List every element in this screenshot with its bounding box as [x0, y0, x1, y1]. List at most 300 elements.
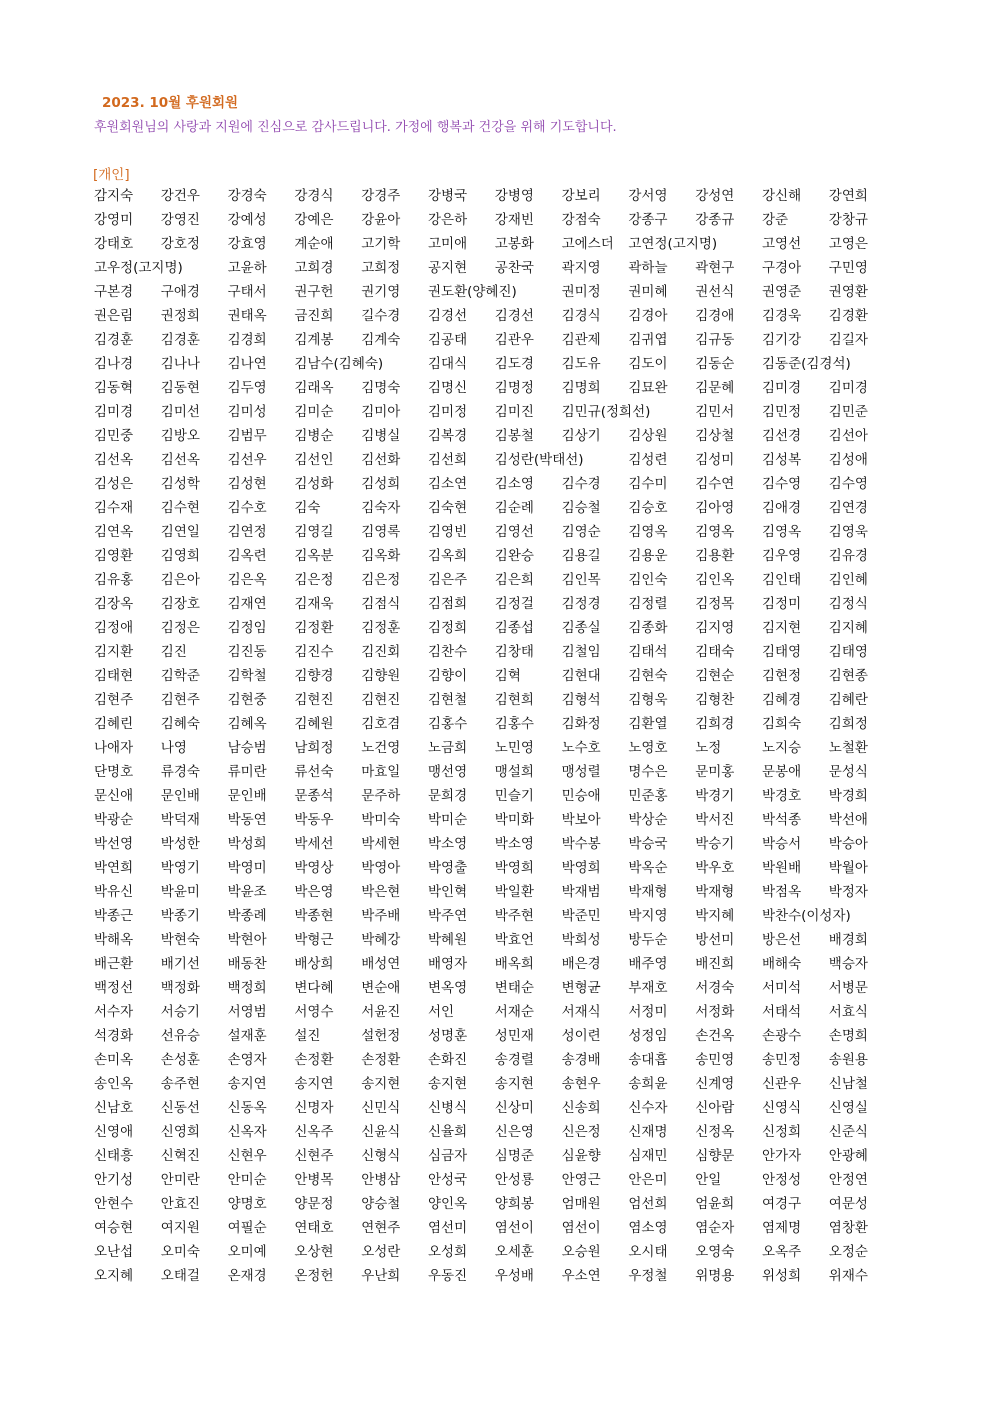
donor-name: 김혜옥: [227, 716, 267, 732]
donor-name: 김수영: [762, 476, 802, 492]
donor-name: 박경기: [695, 788, 735, 804]
donor-name: 배경희: [828, 932, 868, 948]
donor-name: 신민식: [361, 1100, 401, 1116]
donor-name: 김성미: [695, 452, 735, 468]
donor-name: 박덕재: [160, 812, 200, 828]
donor-name: 송지현: [428, 1076, 468, 1092]
donor-name: 엄매원: [561, 1196, 601, 1212]
donor-name: 권정희: [160, 308, 200, 324]
donor-name: 박희성: [561, 932, 601, 948]
donor-name: 손정환: [294, 1052, 334, 1068]
donor-name: 문인배: [160, 788, 200, 804]
donor-name: 배기선: [160, 956, 200, 972]
name-row: [94, 1192, 894, 1216]
donor-name: 배주영: [628, 956, 668, 972]
donor-name: 송대흡: [628, 1052, 668, 1068]
donor-name: 박준민: [561, 908, 601, 924]
donor-name: 신은영: [494, 1124, 534, 1140]
donor-name: 염선미: [428, 1220, 468, 1236]
name-row: [94, 520, 894, 544]
donor-name: 김태숙: [695, 644, 735, 660]
donor-name: 심윤향: [561, 1148, 601, 1164]
name-row: [94, 664, 894, 688]
donor-name: 김나경: [94, 356, 134, 372]
donor-name: 김미경: [94, 404, 134, 420]
donor-name: 김홍수: [494, 716, 534, 732]
donor-name: 김태영: [762, 644, 802, 660]
donor-name: 송지연: [227, 1076, 267, 1092]
donor-name: 김영빈: [428, 524, 468, 540]
donor-name: 김현중: [227, 692, 267, 708]
donor-name: 김용길: [561, 548, 601, 564]
donor-name: 변순애: [361, 980, 401, 996]
donor-name: 노수호: [561, 740, 601, 756]
donor-name: 김옥련: [227, 548, 267, 564]
donor-name: 김민중: [94, 428, 134, 444]
donor-name: 김종화: [628, 620, 668, 636]
donor-name: 김영선: [494, 524, 534, 540]
donor-name: 김성화: [294, 476, 334, 492]
donor-name: 신은정: [561, 1124, 601, 1140]
donor-name: 손영자: [227, 1052, 267, 1068]
donor-name: 신동옥: [227, 1100, 267, 1116]
donor-name: 박정자: [828, 884, 868, 900]
donor-name: 김선옥: [94, 452, 134, 468]
donor-name: 신상미: [494, 1100, 534, 1116]
donor-name: 박우호: [695, 860, 735, 876]
name-row: [94, 688, 894, 712]
donor-name: 권태옥: [227, 308, 267, 324]
donor-name: 안효진: [160, 1196, 200, 1212]
donor-name: 김경훈: [94, 332, 134, 348]
donor-name: 김미순: [294, 404, 334, 420]
donor-name: 오승원: [561, 1244, 601, 1260]
donor-name: 변옥영: [428, 980, 468, 996]
donor-name: 서수자: [94, 1004, 134, 1020]
donor-name: 안미순: [227, 1172, 267, 1188]
donor-name: 김형석: [561, 692, 601, 708]
donor-name: 김두영: [227, 380, 267, 396]
donor-name: 박종례: [227, 908, 267, 924]
donor-name: 김정은: [160, 620, 200, 636]
donor-name: 김향이: [428, 668, 468, 684]
donor-name: 강경숙: [227, 188, 267, 204]
donor-name: 김명숙: [361, 380, 401, 396]
donor-name: 김경희: [227, 332, 267, 348]
donor-name: 염창환: [828, 1220, 868, 1236]
donor-name: 강경식: [294, 188, 334, 204]
donor-name: 김선옥: [160, 452, 200, 468]
donor-name: 박종현: [294, 908, 334, 924]
donor-name: 금진희: [294, 308, 334, 324]
donor-name: 오세훈: [494, 1244, 534, 1260]
name-row: [94, 280, 894, 304]
donor-name: 김환열: [628, 716, 668, 732]
donor-name: 손미옥: [94, 1052, 134, 1068]
donor-name: 김민서: [695, 404, 735, 420]
donor-name: 박서진: [695, 812, 735, 828]
donor-name: 안광혜: [828, 1148, 868, 1164]
donor-name: 고미애: [428, 236, 468, 252]
donor-name: 김관우: [494, 332, 534, 348]
name-row: [94, 1144, 894, 1168]
donor-name: 김우영: [762, 548, 802, 564]
name-row: [94, 856, 894, 880]
donor-name: 김태현: [94, 668, 134, 684]
donor-name: 강병영: [494, 188, 534, 204]
donor-name: 노민영: [494, 740, 534, 756]
donor-name: 김장호: [160, 596, 200, 612]
donor-name: 위성희: [762, 1268, 802, 1284]
donor-name: 김인태: [762, 572, 802, 588]
donor-name: 김현진: [294, 692, 334, 708]
donor-name: 김성은: [94, 476, 134, 492]
donor-name: 김동혁: [94, 380, 134, 396]
donor-name: 박승기: [695, 836, 735, 852]
donor-name: 김수경: [561, 476, 601, 492]
donor-name: 김계숙: [361, 332, 401, 348]
donor-name: 노철환: [828, 740, 868, 756]
donor-name: 우소연: [561, 1268, 601, 1284]
donor-name: 김혜숙: [160, 716, 200, 732]
donor-name: 문봉애: [762, 764, 802, 780]
donor-name: 신정옥: [695, 1124, 735, 1140]
donor-name: 박미화: [494, 812, 534, 828]
donor-name: 김숙현: [428, 500, 468, 516]
donor-name: 김경훈: [160, 332, 200, 348]
donor-name: 김찬수: [428, 644, 468, 660]
name-row: [94, 784, 894, 808]
donor-name: 김진회: [361, 644, 401, 660]
donor-name: 심향문: [695, 1148, 735, 1164]
donor-name: 길수경: [361, 308, 401, 324]
donor-name: 김은정: [294, 572, 334, 588]
donor-name: 김병실: [361, 428, 401, 444]
donor-name: 김종실: [561, 620, 601, 636]
donor-name: 박미순: [428, 812, 468, 828]
donor-name: 노지승: [762, 740, 802, 756]
donor-name: 선유승: [160, 1028, 200, 1044]
name-row: [94, 1168, 894, 1192]
donor-name: 김장옥: [94, 596, 134, 612]
donor-name: 김길자: [828, 332, 868, 348]
donor-name: 김경환: [828, 308, 868, 324]
donor-name: 강호정: [160, 236, 200, 252]
name-row: [94, 1024, 894, 1048]
donor-name: 강건우: [160, 188, 200, 204]
donor-name: 신영실: [828, 1100, 868, 1116]
donor-name: 류미란: [227, 764, 267, 780]
donor-name: 송지현: [494, 1076, 534, 1092]
donor-name: 박종근: [94, 908, 134, 924]
donor-name: 손건옥: [695, 1028, 735, 1044]
donor-name: 김희경: [695, 716, 735, 732]
donor-name: 고윤하: [227, 260, 267, 276]
donor-name: 김미진: [494, 404, 534, 420]
name-row: [94, 472, 894, 496]
donor-name: 권영환: [828, 284, 868, 300]
donor-name: 김수연: [695, 476, 735, 492]
donor-name: 박상순: [628, 812, 668, 828]
donor-name: 계순애: [294, 236, 334, 252]
donor-name: 박승국: [628, 836, 668, 852]
donor-name: 김봉철: [494, 428, 534, 444]
donor-name: 김형찬: [695, 692, 735, 708]
donor-name: 김인옥: [695, 572, 735, 588]
name-row: [94, 544, 894, 568]
donor-name: 박영아: [361, 860, 401, 876]
donor-name: 배해숙: [762, 956, 802, 972]
donor-name: 김정경: [561, 596, 601, 612]
donor-name: 박영상: [294, 860, 334, 876]
donor-name: 김혜란: [828, 692, 868, 708]
donor-name: 엄윤희: [695, 1196, 735, 1212]
donor-name: 박혜원: [428, 932, 468, 948]
donor-name: 김현정: [762, 668, 802, 684]
donor-name: 박유신: [94, 884, 134, 900]
donor-name: 김공태: [428, 332, 468, 348]
donor-name: 송경배: [561, 1052, 601, 1068]
donor-name: 양인옥: [428, 1196, 468, 1212]
donor-name: 김영희: [160, 548, 200, 564]
donor-name: 김명정: [494, 380, 534, 396]
donor-name: 김지환: [94, 644, 134, 660]
donor-name: 염선이: [561, 1220, 601, 1236]
donor-name: 노건영: [361, 740, 401, 756]
donor-name: 김방오: [160, 428, 200, 444]
donor-name: 김형욱: [628, 692, 668, 708]
donor-name: 송현우: [561, 1076, 601, 1092]
donor-name: 서미석: [762, 980, 802, 996]
donor-name: 고봉화: [494, 236, 534, 252]
donor-name: 염제명: [762, 1220, 802, 1236]
donor-name: 권미정: [561, 284, 601, 300]
donor-name: 김승철: [561, 500, 601, 516]
donor-name: 문신애: [94, 788, 134, 804]
donor-name: 박성한: [160, 836, 200, 852]
donor-name: 맹성렬: [561, 764, 601, 780]
donor-name: 여문성: [828, 1196, 868, 1212]
donor-name: 김정목: [695, 596, 735, 612]
donor-name: 배근환: [94, 956, 134, 972]
donor-name: 노영호: [628, 740, 668, 756]
donor-name: 김혜원: [294, 716, 334, 732]
donor-name: 박영기: [160, 860, 200, 876]
donor-name: 김경아: [628, 308, 668, 324]
thanks-message: 후원회원님의 사랑과 지원에 진심으로 감사드립니다. 가정에 행복과 건강을 위해 기도합니다.: [94, 120, 617, 135]
donor-name: 오미숙: [160, 1244, 200, 1260]
donor-name: 김희숙: [762, 716, 802, 732]
donor-name: 나영: [160, 740, 187, 756]
donor-name: 김재연: [227, 596, 267, 612]
donor-name: 박동연: [227, 812, 267, 828]
name-row: [94, 376, 894, 400]
donor-name: 박윤미: [160, 884, 200, 900]
donor-name: 구본경: [94, 284, 134, 300]
donor-name: 박종기: [160, 908, 200, 924]
donor-name: 강병국: [428, 188, 468, 204]
donor-name: 서승기: [160, 1004, 200, 1020]
donor-name: 권도환(양혜진): [428, 284, 517, 300]
donor-name: 김현숙: [628, 668, 668, 684]
donor-name: 김인숙: [628, 572, 668, 588]
donor-name: 오성희: [428, 1244, 468, 1260]
donor-name: 신수자: [628, 1100, 668, 1116]
donor-name: 신영애: [94, 1124, 134, 1140]
donor-name: 김민규(정희선): [561, 404, 651, 420]
donor-name: 김선인: [294, 452, 334, 468]
donor-name: 김남수(김혜숙): [294, 356, 384, 372]
donor-name: 김학철: [227, 668, 267, 684]
donor-name: 김성학: [160, 476, 200, 492]
donor-name: 성정임: [628, 1028, 668, 1044]
donor-name: 강경주: [361, 188, 401, 204]
donor-name: 권선식: [695, 284, 735, 300]
donor-name: 우난희: [361, 1268, 401, 1284]
donor-name: 박영미: [227, 860, 267, 876]
name-row: [94, 736, 894, 760]
donor-name: 김동순: [695, 356, 735, 372]
donor-name: 엄선희: [628, 1196, 668, 1212]
donor-name: 김영순: [561, 524, 601, 540]
donor-name: 고희경: [294, 260, 334, 276]
donor-name: 공찬국: [494, 260, 534, 276]
donor-name: 박승서: [762, 836, 802, 852]
donor-name: 고우정(고지명): [94, 260, 183, 276]
donor-name: 고에스더: [561, 236, 614, 252]
donor-name: 김은정: [361, 572, 401, 588]
donor-name: 박동우: [294, 812, 334, 828]
donor-name: 변다혜: [294, 980, 334, 996]
donor-name: 김혜경: [762, 692, 802, 708]
donor-name: 박연희: [94, 860, 134, 876]
donor-name: 신남철: [828, 1076, 868, 1092]
donor-name: 백승자: [828, 956, 868, 972]
donor-name: 백정선: [94, 980, 134, 996]
name-row: [94, 1048, 894, 1072]
donor-name: 박수봉: [561, 836, 601, 852]
donor-name: 안현수: [94, 1196, 134, 1212]
donor-name: 여지원: [160, 1220, 200, 1236]
donor-name: 김연경: [828, 500, 868, 516]
donor-name: 성민재: [494, 1028, 534, 1044]
donor-name: 김숙자: [361, 500, 401, 516]
donor-name: 박영희: [561, 860, 601, 876]
donor-name: 신영희: [160, 1124, 200, 1140]
donor-name: 김성란(박태선): [494, 452, 584, 468]
donor-name: 김미정: [428, 404, 468, 420]
donor-name: 부재호: [628, 980, 668, 996]
donor-name: 서태석: [762, 1004, 802, 1020]
name-row: [94, 400, 894, 424]
donor-name: 박현아: [227, 932, 267, 948]
donor-name: 신혁진: [160, 1148, 200, 1164]
donor-name: 박소영: [428, 836, 468, 852]
donor-name: 권영준: [762, 284, 802, 300]
donor-name: 송민영: [695, 1052, 735, 1068]
donor-name: 박주연: [428, 908, 468, 924]
donor-name: 강예성: [227, 212, 267, 228]
donor-name: 박해옥: [94, 932, 134, 948]
donor-name: 강예은: [294, 212, 334, 228]
name-row: [94, 256, 894, 280]
donor-name: 방선미: [695, 932, 735, 948]
donor-name: 박재형: [695, 884, 735, 900]
donor-name: 김순례: [494, 500, 534, 516]
name-row: [94, 712, 894, 736]
donor-name: 김은옥: [227, 572, 267, 588]
donor-name: 권미혜: [628, 284, 668, 300]
donor-name: 설재훈: [227, 1028, 267, 1044]
donor-name: 서영범: [227, 1004, 267, 1020]
donor-name: 여필순: [227, 1220, 267, 1236]
donor-name: 김홍수: [428, 716, 468, 732]
donor-name: 서병문: [828, 980, 868, 996]
donor-name: 변태순: [494, 980, 534, 996]
donor-name: 박경호: [762, 788, 802, 804]
donor-name: 김명신: [428, 380, 468, 396]
donor-name: 김정임: [227, 620, 267, 636]
donor-name: 안은미: [628, 1172, 668, 1188]
donor-name: 김혁: [494, 668, 521, 684]
donor-name: 신형식: [361, 1148, 401, 1164]
donor-name: 우성배: [494, 1268, 534, 1284]
donor-name: 김성복: [762, 452, 802, 468]
donor-name: 오영숙: [695, 1244, 735, 1260]
donor-name: 신계영: [695, 1076, 735, 1092]
donor-name: 김나나: [160, 356, 200, 372]
donor-name: 박찬수(이성자): [762, 908, 851, 924]
name-row: [94, 184, 894, 208]
donor-name: 박성희: [227, 836, 267, 852]
donor-name: 고희정: [361, 260, 401, 276]
donor-name: 온정헌: [294, 1268, 334, 1284]
donor-name: 박월아: [828, 860, 868, 876]
donor-name: 박은현: [361, 884, 401, 900]
donor-name: 강점숙: [561, 212, 601, 228]
donor-name: 오상현: [294, 1244, 334, 1260]
donor-name: 신남호: [94, 1100, 134, 1116]
donor-name: 김정걸: [494, 596, 534, 612]
donor-name: 김관제: [561, 332, 601, 348]
donor-name: 김혜린: [94, 716, 134, 732]
donor-name: 노금희: [428, 740, 468, 756]
donor-name: 김희정: [828, 716, 868, 732]
donor-name: 안영근: [561, 1172, 601, 1188]
name-row: [94, 832, 894, 856]
name-row: [94, 592, 894, 616]
donor-name: 손명희: [828, 1028, 868, 1044]
donor-name: 고기학: [361, 236, 401, 252]
donor-name: 김정희: [428, 620, 468, 636]
donor-name: 김영옥: [695, 524, 735, 540]
donor-name: 백정화: [160, 980, 200, 996]
name-row: [94, 928, 894, 952]
donor-name: 박보아: [561, 812, 601, 828]
donor-name: 심재민: [628, 1148, 668, 1164]
donor-name: 김유경: [828, 548, 868, 564]
donor-name: 배옥희: [494, 956, 534, 972]
donor-name: 백정희: [227, 980, 267, 996]
donor-name: 박일환: [494, 884, 534, 900]
donor-name: 여경구: [762, 1196, 802, 1212]
donor-name: 박원배: [762, 860, 802, 876]
donor-name: 김유홍: [94, 572, 134, 588]
donor-name: 염선이: [494, 1220, 534, 1236]
donor-name: 배성연: [361, 956, 401, 972]
donor-name: 김화정: [561, 716, 601, 732]
donor-name: 김선아: [828, 428, 868, 444]
